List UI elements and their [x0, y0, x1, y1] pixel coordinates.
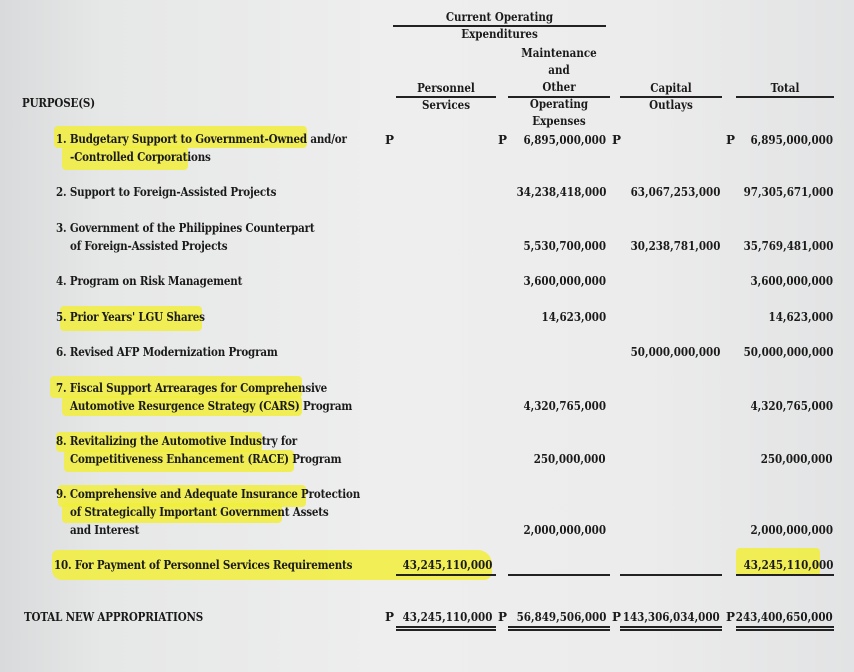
totals-ps: 43,245,110,000	[402, 610, 492, 624]
row-2-mooe: 34,238,418,000	[516, 185, 606, 199]
col-header-mooe-underline	[508, 96, 610, 98]
row-8-mooe: 250,000,000	[534, 452, 606, 466]
row-3-total: 35,769,481,000	[743, 239, 833, 253]
col-header-co: Capital Outlays	[649, 81, 693, 112]
row-4-mooe: 3,600,000,000	[523, 274, 606, 288]
col-header-co-underline	[620, 96, 722, 98]
col-header-ps-underline	[396, 96, 496, 98]
row-7-label: 7. Fiscal Support Arrearages for Comprehensive	[56, 381, 327, 395]
col-header-mooe-line3: Expenses	[532, 114, 586, 128]
row-10-ps-underline	[396, 574, 496, 576]
row-1-peso-co: P	[612, 133, 622, 147]
row-3-label: 3. Government of the Philippines Counterpart	[56, 221, 315, 235]
col-header-mooe-line1: Maintenance and	[521, 46, 597, 77]
row-6-label: 6. Revised AFP Modernization Program	[56, 345, 278, 359]
row-1-total: 6,895,000,000	[750, 133, 833, 147]
row-10-total-underline	[736, 574, 834, 576]
row-4-label: 4. Program on Risk Management	[56, 274, 243, 288]
row-3-co: 30,238,781,000	[630, 239, 720, 253]
row-1-label: 1. Budgetary Support to Government-Owned and/or	[56, 132, 347, 146]
row-7-mooe: 4,320,765,000	[523, 399, 606, 413]
row-5-label: 5. Prior Years' LGU Shares	[56, 310, 205, 324]
row-9-total: 2,000,000,000	[750, 523, 833, 537]
row-1-peso-ps: P	[385, 133, 395, 147]
row-10-co-underline	[620, 574, 722, 576]
totals-ps-double-underline-2	[396, 629, 496, 631]
totals-ps-double-underline-1	[396, 626, 496, 628]
totals-total: 243,400,650,000	[736, 610, 833, 624]
row-2-total: 97,305,671,000	[743, 185, 833, 199]
col-header-ps: Personnel Services	[417, 81, 475, 112]
totals-total-double-underline-2	[736, 629, 834, 631]
row-9-label: 9. Comprehensive and Adequate Insurance Protection	[56, 487, 361, 501]
totals-peso-co: P	[612, 610, 622, 624]
totals-peso-ps: P	[385, 610, 395, 624]
row-3-label-2: of Foreign-Assisted Projects	[70, 239, 228, 253]
row-1-peso-total: P	[726, 133, 736, 147]
row-1-peso-mooe: P	[498, 133, 508, 147]
row-10-ps: 43,245,110,000	[402, 558, 492, 572]
totals-mooe-double-underline-2	[508, 629, 610, 631]
row-10-total: 43,245,110,000	[743, 558, 833, 572]
totals-co: 143,306,034,000	[623, 610, 720, 624]
row-3-mooe: 5,530,700,000	[523, 239, 606, 253]
row-2-label: 2. Support to Foreign-Assisted Projects	[56, 185, 277, 199]
totals-co-double-underline-1	[620, 626, 722, 628]
group-title: Current Operating Expenditures	[445, 10, 554, 41]
row-6-total: 50,000,000,000	[743, 345, 833, 359]
row-1-label-2: -Controlled Corporations	[70, 150, 211, 164]
group-title-underline	[393, 25, 606, 27]
row-2-co: 63,067,253,000	[630, 185, 720, 199]
col-header-total-underline	[736, 96, 834, 98]
row-4-total: 3,600,000,000	[750, 274, 833, 288]
totals-total-double-underline-1	[736, 626, 834, 628]
totals-peso-total: P	[726, 610, 736, 624]
purpose-label: PURPOSE(S)	[22, 96, 95, 110]
totals-label: TOTAL NEW APPROPRIATIONS	[24, 610, 204, 624]
row-10-mooe-underline	[508, 574, 610, 576]
totals-co-double-underline-2	[620, 629, 722, 631]
col-header-mooe-line2: Other Operating	[529, 80, 589, 111]
row-7-label-2: Automotive Resurgence Strategy (CARS) Program	[70, 399, 353, 413]
row-7-total: 4,320,765,000	[750, 399, 833, 413]
row-9-mooe: 2,000,000,000	[523, 523, 606, 537]
col-header-total: Total	[770, 81, 800, 95]
row-8-label: 8. Revitalizing the Automotive Industry for	[56, 434, 298, 448]
totals-mooe-double-underline-1	[508, 626, 610, 628]
row-5-mooe: 14,623,000	[541, 310, 606, 324]
row-9-label-3: and Interest	[70, 523, 140, 537]
row-8-total: 250,000,000	[761, 452, 833, 466]
row-6-co: 50,000,000,000	[630, 345, 720, 359]
totals-peso-mooe: P	[498, 610, 508, 624]
totals-mooe: 56,849,506,000	[516, 610, 606, 624]
row-10-label: 10. For Payment of Personnel Services Requirements	[54, 558, 353, 572]
row-1-mooe: 6,895,000,000	[523, 133, 606, 147]
row-5-total: 14,623,000	[768, 310, 833, 324]
col-header-mooe	[513, 45, 604, 130]
row-8-label-2: Competitiveness Enhancement (RACE) Program	[70, 452, 342, 466]
row-9-label-2: of Strategically Important Government Assets	[70, 505, 329, 519]
